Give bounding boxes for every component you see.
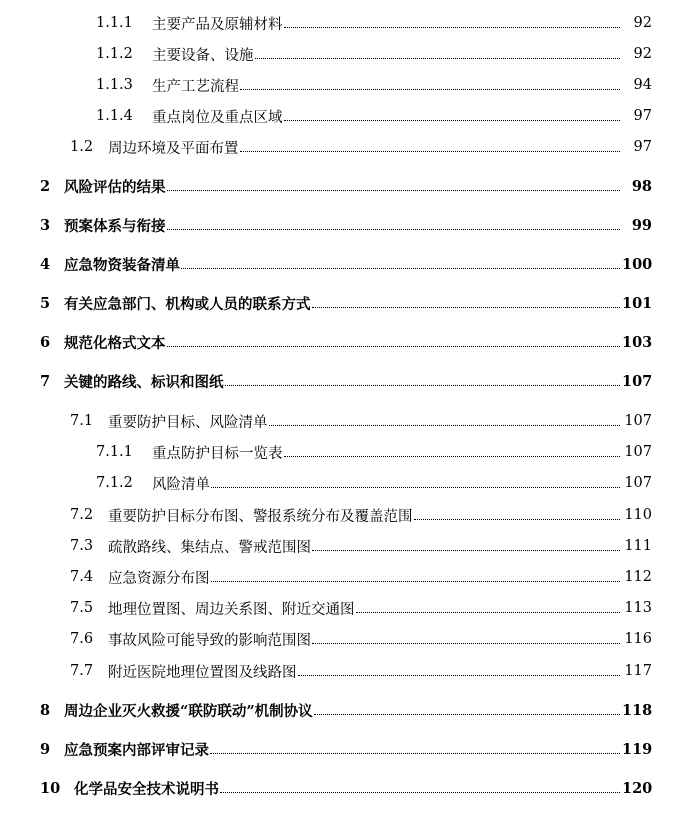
toc-entry[interactable] bbox=[0, 370, 700, 392]
toc-entry-title: 重点岗位及重点区域 bbox=[152, 109, 283, 126]
toc-leader-dots bbox=[211, 581, 621, 582]
toc-entry-page: 117 bbox=[624, 663, 652, 679]
toc-entry-number: 3 bbox=[40, 216, 51, 234]
toc-entry-title: 预案体系与衔接 bbox=[64, 217, 166, 235]
toc-entry[interactable] bbox=[0, 105, 700, 127]
toc-entry[interactable] bbox=[0, 566, 700, 588]
toc-entry-number: 7.6 bbox=[70, 631, 94, 647]
toc-leader-dots bbox=[255, 58, 621, 59]
toc-entry[interactable] bbox=[0, 74, 700, 96]
toc-entry[interactable] bbox=[0, 628, 700, 650]
toc-entry[interactable] bbox=[0, 699, 700, 721]
toc-entry-page: 92 bbox=[633, 46, 652, 62]
toc-entry-title: 关键的路线、标识和图纸 bbox=[64, 373, 224, 391]
toc-entry-page: 107 bbox=[624, 444, 652, 460]
toc-entry-title: 周边企业灭火救援“联防联动”机制协议 bbox=[64, 702, 313, 720]
toc-entry-page: 101 bbox=[622, 294, 653, 312]
toc-entry[interactable] bbox=[0, 504, 700, 526]
toc-entry-title: 风险清单 bbox=[152, 476, 210, 493]
toc-leader-dots bbox=[312, 307, 621, 308]
toc-entry-number: 7.5 bbox=[70, 600, 94, 616]
toc-entry[interactable] bbox=[0, 175, 700, 197]
toc-entry-title: 有关应急部门、机构或人员的联系方式 bbox=[64, 295, 311, 313]
toc-entry-title: 化学品安全技术说明书 bbox=[74, 780, 219, 798]
toc-entry-number: 7.4 bbox=[70, 569, 94, 585]
toc-entry-number: 10 bbox=[40, 779, 61, 797]
toc-entry-title: 应急资源分布图 bbox=[108, 570, 210, 587]
toc-entry-number: 9 bbox=[40, 740, 51, 758]
toc-entry-page: 110 bbox=[624, 507, 652, 523]
toc-leader-dots bbox=[220, 792, 620, 793]
toc-leader-dots bbox=[211, 487, 620, 488]
toc-entry-number: 7.7 bbox=[70, 663, 94, 679]
toc-entry-page: 120 bbox=[622, 779, 653, 797]
toc-leader-dots bbox=[298, 675, 621, 676]
toc-entry-number: 1.1.2 bbox=[96, 46, 133, 62]
toc-entry-number: 7.1.2 bbox=[96, 475, 133, 491]
toc-entry[interactable] bbox=[0, 214, 700, 236]
toc-leader-dots bbox=[240, 151, 621, 152]
toc-entry-page: 111 bbox=[624, 538, 652, 554]
toc-leader-dots bbox=[284, 120, 621, 121]
toc-entry-number: 1.2 bbox=[70, 139, 94, 155]
toc-entry-title: 重点防护目标一览表 bbox=[152, 445, 283, 462]
toc-entry-title: 生产工艺流程 bbox=[152, 78, 239, 95]
toc-leader-dots bbox=[314, 714, 620, 715]
toc-leader-dots bbox=[269, 425, 621, 426]
toc-entry-title: 规范化格式文本 bbox=[64, 334, 166, 352]
toc-entry-title: 疏散路线、集结点、警戒范围图 bbox=[108, 539, 311, 556]
toc-entry-title: 风险评估的结果 bbox=[64, 178, 166, 196]
toc-entry-number: 1.1.1 bbox=[96, 15, 133, 31]
toc-entry-title: 重要防护目标、风险清单 bbox=[108, 414, 268, 431]
toc-entry-title: 周边环境及平面布置 bbox=[108, 140, 239, 157]
toc-entry[interactable] bbox=[0, 777, 700, 799]
toc-entry-page: 94 bbox=[633, 77, 652, 93]
toc-leader-dots bbox=[181, 268, 620, 269]
toc-entry-page: 107 bbox=[624, 475, 652, 491]
toc-entry-title: 主要产品及原辅材料 bbox=[152, 16, 283, 33]
toc-entry-number: 1.1.3 bbox=[96, 77, 133, 93]
toc-entry[interactable] bbox=[0, 136, 700, 158]
toc-leader-dots bbox=[225, 385, 621, 386]
toc-entry[interactable] bbox=[0, 738, 700, 760]
toc-entry[interactable] bbox=[0, 43, 700, 65]
toc-entry-page: 118 bbox=[622, 701, 653, 719]
toc-entry-page: 119 bbox=[622, 740, 653, 758]
toc-entry-page: 107 bbox=[624, 413, 652, 429]
toc-leader-dots bbox=[167, 190, 621, 191]
toc-entry-title: 应急物资装备清单 bbox=[64, 256, 180, 274]
toc-entry-page: 107 bbox=[622, 372, 653, 390]
toc-entry-title: 应急预案内部评审记录 bbox=[64, 741, 209, 759]
toc-entry-page: 98 bbox=[631, 177, 652, 195]
toc-entry-page: 113 bbox=[624, 600, 652, 616]
toc-entry[interactable] bbox=[0, 597, 700, 619]
toc-entry-title: 主要设备、设施 bbox=[152, 47, 254, 64]
toc-entry-page: 112 bbox=[624, 569, 652, 585]
toc-entry-number: 6 bbox=[40, 333, 51, 351]
toc-entry-title: 地理位置图、周边关系图、附近交通图 bbox=[108, 601, 355, 618]
toc-entry-number: 7 bbox=[40, 372, 51, 390]
toc-leader-dots bbox=[240, 89, 620, 90]
toc-entry[interactable] bbox=[0, 535, 700, 557]
toc-entry-page: 100 bbox=[622, 255, 653, 273]
toc-entry[interactable] bbox=[0, 12, 700, 34]
toc-leader-dots bbox=[167, 229, 621, 230]
toc-entry-number: 7.1 bbox=[70, 413, 94, 429]
toc-entry-page: 92 bbox=[633, 15, 652, 31]
toc-entry[interactable] bbox=[0, 253, 700, 275]
toc-entry-number: 2 bbox=[40, 177, 51, 195]
toc-entry-page: 116 bbox=[624, 631, 652, 647]
toc-entry[interactable] bbox=[0, 331, 700, 353]
toc-entry-page: 97 bbox=[633, 108, 652, 124]
toc-leader-dots bbox=[414, 519, 621, 520]
toc-leader-dots bbox=[284, 456, 621, 457]
toc-leader-dots bbox=[312, 643, 620, 644]
toc-entry-page: 103 bbox=[622, 333, 653, 351]
toc-entry-number: 7.3 bbox=[70, 538, 94, 554]
toc-entry-title: 附近医院地理位置图及线路图 bbox=[108, 664, 297, 681]
toc-entry-number: 8 bbox=[40, 701, 51, 719]
toc-leader-dots bbox=[312, 550, 620, 551]
toc-entry[interactable] bbox=[0, 472, 700, 494]
toc-entry-number: 4 bbox=[40, 255, 51, 273]
toc-leader-dots bbox=[167, 346, 621, 347]
toc-leader-dots bbox=[284, 27, 621, 28]
toc-entry[interactable] bbox=[0, 441, 700, 463]
toc-entry-number: 1.1.4 bbox=[96, 108, 133, 124]
toc-leader-dots bbox=[210, 753, 620, 754]
toc-entry[interactable] bbox=[0, 292, 700, 314]
toc-entry-number: 5 bbox=[40, 294, 51, 312]
toc-leader-dots bbox=[356, 612, 621, 613]
toc-entry-number: 7.1.1 bbox=[96, 444, 133, 460]
toc-entry-page: 99 bbox=[631, 216, 652, 234]
toc-entry[interactable] bbox=[0, 410, 700, 432]
toc-entry-number: 7.2 bbox=[70, 507, 94, 523]
toc-entry-title: 重要防护目标分布图、警报系统分布及覆盖范围 bbox=[108, 508, 413, 525]
toc-entry[interactable] bbox=[0, 660, 700, 682]
toc-entry-title: 事故风险可能导致的影响范围图 bbox=[108, 632, 311, 649]
toc-entry-page: 97 bbox=[633, 139, 652, 155]
